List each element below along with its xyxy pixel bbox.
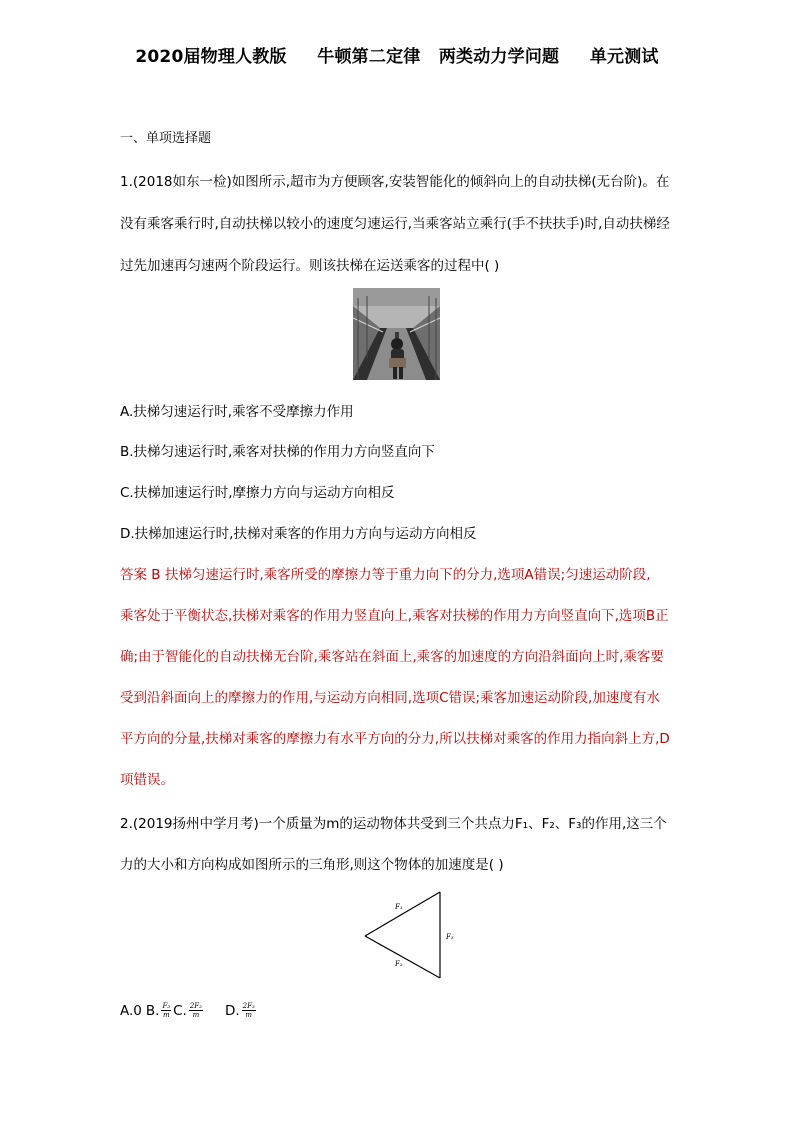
force-triangle-diagram <box>360 888 470 988</box>
fraction-numerator: F₃ <box>162 1002 171 1010</box>
fraction-numerator: 2F₂ <box>189 1002 202 1010</box>
q1-text-line: 1.(2018如东一检)如图所示,超市为方便顾客,安装智能化的倾斜向上的自动扶梯(无台阶)。在 <box>120 174 670 190</box>
q2-options <box>120 1002 258 1019</box>
section-heading: 一、单项选择题 <box>120 131 212 146</box>
fraction-numerator: 2F₃ <box>242 1002 255 1010</box>
q2-option-c: C. <box>173 1002 187 1019</box>
q1-text-line: 没有乘客乘行时,自动扶梯以较小的速度匀速运行,当乘客站立乘行(手不扶扶手)时,自动扶梯经 <box>120 216 670 232</box>
f1-label: F₁ <box>395 903 403 911</box>
f3-label: F₃ <box>446 933 454 941</box>
q2-option-b-fraction <box>161 1002 171 1019</box>
q1-option-b: B.扶梯匀速运行时,乘客对扶梯的作用力方向竖直向下 <box>120 444 435 460</box>
page-title: 2020届物理人教版 牛顿第二定律 两类动力学问题 单元测试 <box>135 47 659 67</box>
q1-answer-line: 答案 B 扶梯匀速运行时,乘客所受的摩擦力等于重力向下的分力,选项A错误;匀速运动阶段, <box>120 567 651 583</box>
q2-text-line: 力的大小和方向构成如图所示的三角形,则这个物体的加速度是( ) <box>120 857 504 873</box>
q1-option-c: C.扶梯加速运行时,摩擦力方向与运动方向相反 <box>120 485 395 501</box>
q1-answer-line: 受到沿斜面向上的摩擦力的作用,与运动方向相同,选项C错误;乘客加速运动阶段,加速度有水 <box>120 690 660 706</box>
q2-option-c-fraction <box>189 1002 203 1019</box>
f2-label: F₂ <box>395 960 403 968</box>
q1-answer-line: 乘客处于平衡状态,扶梯对乘客的作用力竖直向上,乘客对扶梯的作用力方向竖直向下,选项B正 <box>120 608 669 624</box>
q1-option-a: A.扶梯匀速运行时,乘客不受摩擦力作用 <box>120 404 354 420</box>
q2-option-b: B. <box>145 1002 160 1019</box>
fraction-denominator: m <box>245 1011 253 1019</box>
q1-text-line: 过先加速再匀速两个阶段运行。则该扶梯在运送乘客的过程中( ) <box>120 258 500 274</box>
fraction-denominator: m <box>162 1011 170 1019</box>
q1-answer-line: 平方向的分量,扶梯对乘客的摩擦力有水平方向的分力,所以扶梯对乘客的作用力指向斜上方,D <box>120 731 670 747</box>
q2-option-d-fraction <box>242 1002 256 1019</box>
q2-option-d: D. <box>224 1002 240 1019</box>
q1-answer-line: 项错误。 <box>120 772 174 788</box>
q2-text-line: 2.(2019扬州中学月考)一个质量为m的运动物体共受到三个共点力F₁、F₂、F₃的作用,这三个 <box>120 816 667 832</box>
q1-answer-line: 确;由于智能化的自动扶梯无台阶,乘客站在斜面上,乘客的加速度的方向沿斜面向上时,乘客要 <box>120 649 664 665</box>
q1-option-d: D.扶梯加速运行时,扶梯对乘客的作用力方向与运动方向相反 <box>120 526 477 542</box>
q2-option-a: A.0 <box>120 1002 142 1019</box>
fraction-denominator: m <box>192 1011 200 1019</box>
escalator-photo <box>353 288 440 380</box>
